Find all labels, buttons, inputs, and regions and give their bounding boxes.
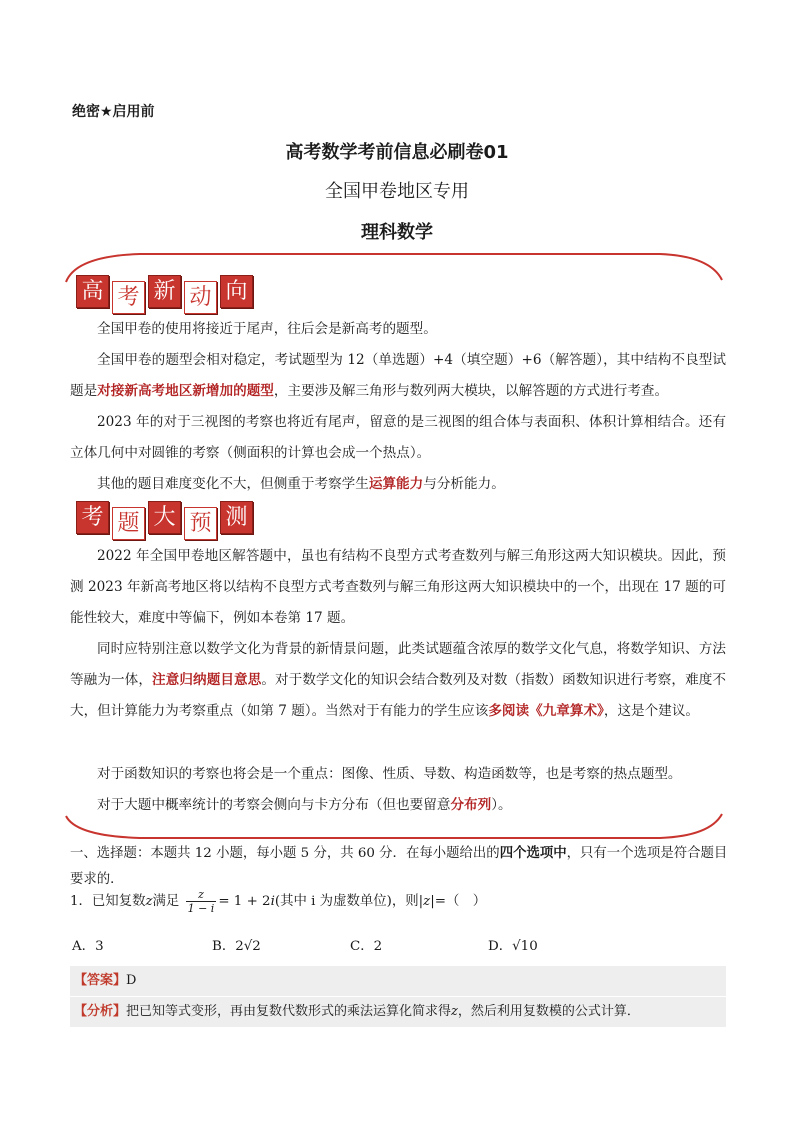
analysis-text: 把已知等式变形，再由复数代数形式的乘法运算化简求得 bbox=[126, 1004, 452, 1019]
analysis-tag: 【分析】 bbox=[74, 1004, 127, 1019]
variable: z bbox=[451, 1004, 458, 1019]
section-badge-predictions bbox=[76, 501, 253, 540]
text: ，这是个建议。 bbox=[603, 703, 700, 719]
prediction-paragraph-3: 对于函数知识的考察也将会是一个重点：图像、性质、导数、构造函数等，也是考察的热点题型。 bbox=[97, 766, 682, 782]
text: 对于大题中概率统计的考察会侧向与卡方分布（但也要留意 bbox=[97, 797, 451, 813]
badge-char: 动 bbox=[184, 281, 217, 314]
badge-char: 大 bbox=[148, 501, 181, 534]
answer-box bbox=[70, 966, 726, 996]
option-value: 2√2 bbox=[235, 939, 261, 954]
page-title: 高考数学考前信息必刷卷01 bbox=[285, 142, 509, 163]
badge-char: 测 bbox=[220, 501, 253, 534]
section-instructions bbox=[70, 840, 730, 893]
badge-char: 向 bbox=[220, 275, 253, 308]
text: 。对于数学文化的知识会结合数列及对数（指数）函数知识进行考察，难度不大，但计算能力为考察重点（如第 7 题）。当然对于有能力的学生应该 bbox=[70, 672, 727, 719]
fraction bbox=[186, 888, 217, 915]
text: =（ ） bbox=[434, 894, 487, 909]
option-d[interactable] bbox=[488, 935, 538, 954]
option-value: 3 bbox=[95, 939, 104, 954]
trend-paragraph-1: 全国甲卷的使用将接近于尾声，往后会是新高考的题型。 bbox=[97, 321, 437, 337]
text: 与分析能力。 bbox=[423, 476, 505, 492]
option-b[interactable] bbox=[212, 935, 261, 954]
fraction-numerator: z bbox=[186, 888, 217, 902]
text: 同时应特别注意以数学文化为背景的新情景问题，此类试题蕴含浓厚的数学文化气息，将数学知识、方法等融为一体， bbox=[70, 641, 726, 688]
option-c[interactable] bbox=[350, 935, 382, 954]
text: 一、选择题：本题共 12 小题，每小题 5 分，共 60 分．在每小题给出的 bbox=[70, 846, 500, 861]
confidential-label: 绝密★启用前 bbox=[72, 104, 155, 120]
highlight-text: 运算能力 bbox=[368, 476, 424, 492]
highlight-text: 对接新高考地区新增加的题型 bbox=[97, 383, 274, 399]
option-label: D． bbox=[488, 939, 513, 954]
badge-char: 预 bbox=[184, 507, 217, 540]
question-1 bbox=[70, 888, 730, 915]
fraction-denominator: 1 − i bbox=[187, 902, 215, 915]
variable: z bbox=[145, 894, 153, 909]
trend-paragraph-2 bbox=[70, 345, 726, 407]
option-label: B． bbox=[212, 939, 236, 954]
text: ，主要涉及解三角形与数列两大模块，以解答题的方式进行考查。 bbox=[273, 383, 669, 399]
trend-paragraph-3: 2023 年的对于三视图的考察也将近有尾声，留意的是三视图的组合体与表面积、体积计算相结合。还有立体几何中对圆锥的考察（侧面积的计算也会成一个热点）。 bbox=[70, 414, 726, 461]
modulus: |z| bbox=[418, 894, 435, 909]
option-value: 2 bbox=[373, 939, 383, 954]
option-label: C． bbox=[350, 939, 374, 954]
badge-char: 高 bbox=[76, 275, 109, 308]
section-badge-trends bbox=[76, 275, 253, 314]
highlight-text: 分布列 bbox=[450, 797, 492, 813]
text: ）。 bbox=[491, 797, 512, 813]
analysis-box bbox=[70, 997, 726, 1027]
bold-text: 四个选项中 bbox=[499, 845, 567, 861]
prediction-paragraph-2 bbox=[70, 634, 726, 727]
prediction-paragraph-1: 2022 年全国甲卷地区解答题中，虽也有结构不良型方式考查数列与解三角形这两大知识模块。因此，预测 2023 年新高考地区将以结构不良型方式考查数列与解三角形这两大知识模块中的一个，出现在 17 题的可能性较大，难度中等偏下，例如本卷第 17 题。 bbox=[70, 548, 726, 626]
highlight-text: 注意归纳题目意思 bbox=[152, 672, 262, 688]
subject-title: 理科数学 bbox=[361, 222, 433, 243]
option-value: √10 bbox=[512, 939, 538, 954]
text: (其中 i 为虚数单位)，则 bbox=[274, 894, 419, 909]
badge-char: 新 bbox=[148, 275, 181, 308]
badge-char: 题 bbox=[112, 507, 145, 540]
badge-char: 考 bbox=[76, 501, 109, 534]
trend-paragraph-4 bbox=[70, 469, 726, 500]
option-label: A． bbox=[72, 939, 96, 954]
answer-value: D bbox=[126, 973, 137, 988]
prediction-paragraph-4 bbox=[70, 790, 726, 821]
text: ，只有一个选项是符合题目要求的． bbox=[70, 846, 728, 887]
text: = 1 + 2 bbox=[218, 894, 271, 909]
text: 全国甲卷的题型会相对稳定，考试题型为 12（单选题）+4（填空题）+6（解答题），其中结构不良型试题是 bbox=[70, 352, 726, 399]
text: 满足 bbox=[152, 894, 180, 909]
highlight-text: 多阅读《九章算术》 bbox=[488, 703, 604, 719]
text: 1．已知复数 bbox=[70, 894, 146, 909]
text: 其他的题目难度变化不大，但侧重于考察学生 bbox=[97, 476, 369, 492]
answer-tag: 【答案】 bbox=[74, 973, 127, 988]
analysis-text: ，然后利用复数模的公式计算． bbox=[457, 1004, 640, 1019]
page-subtitle: 全国甲卷地区专用 bbox=[325, 181, 469, 202]
option-a[interactable] bbox=[72, 935, 104, 954]
badge-char: 考 bbox=[112, 281, 145, 314]
variable: i bbox=[270, 894, 275, 909]
